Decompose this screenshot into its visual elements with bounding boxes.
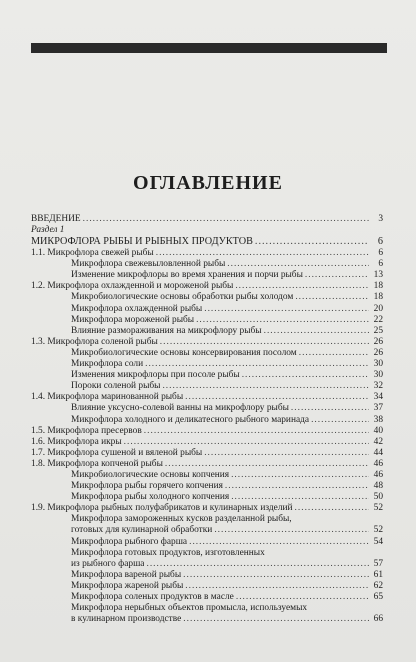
toc-page-number: 18 <box>373 281 383 292</box>
toc-entry-title: 1.9. Микрофлора рыбных полуфабрикатов и кулинарных изделий <box>31 503 293 514</box>
toc-page-number: 40 <box>373 425 383 436</box>
toc-entry-title: Влияние размораживания на микрофлору рыбы <box>71 325 262 336</box>
toc-entry-title: Микрофлора охлажденной рыбы <box>71 303 203 314</box>
toc-entry-title: из рыбного фарша <box>71 558 145 569</box>
leader-dots <box>295 292 369 303</box>
toc-entry[interactable] <box>31 492 383 503</box>
toc-entry-title: Микрофлора мороженой рыбы <box>71 314 195 325</box>
toc-page-number: 6 <box>378 259 383 270</box>
leader-dots <box>225 481 369 492</box>
leader-dots <box>255 236 369 248</box>
leader-dots <box>160 337 369 348</box>
leader-dots <box>162 381 369 392</box>
leader-dots <box>124 437 369 448</box>
toc-entry-title: Микрофлора вареной рыбы <box>71 569 182 580</box>
toc-entry-title: 1.6. Микрофлора икры <box>31 436 122 447</box>
toc-page-number: 42 <box>373 436 383 447</box>
toc-entry-title: 1.5. Микрофлора пресервов <box>31 425 142 436</box>
toc-entry[interactable] <box>31 525 383 536</box>
leader-dots <box>185 581 369 592</box>
toc-page-number: 61 <box>373 569 383 580</box>
toc-entry-title: ВВЕДЕНИЕ <box>31 214 81 224</box>
toc-entry[interactable] <box>31 315 383 326</box>
leader-dots <box>295 503 369 514</box>
toc-entry[interactable] <box>31 381 383 392</box>
leader-dots <box>291 403 369 414</box>
leader-dots <box>156 248 369 259</box>
toc-entry-title: Микробиологические основы обработки рыбы холодом <box>71 292 294 303</box>
leader-dots <box>165 459 369 470</box>
toc-page-number: 37 <box>373 403 383 414</box>
toc-entry-title: Пороки соленой рыбы <box>71 381 161 392</box>
toc-entry-title: в кулинарном производстве <box>71 614 182 625</box>
toc-entry[interactable] <box>31 337 383 348</box>
toc-page-number: 54 <box>373 536 383 547</box>
toc-entry[interactable] <box>31 415 383 426</box>
leader-dots <box>236 592 369 603</box>
toc-entry[interactable] <box>31 359 383 370</box>
toc-entry[interactable] <box>31 403 383 414</box>
toc-page-number: 34 <box>373 392 383 403</box>
toc-entry[interactable] <box>31 281 383 292</box>
toc-entry[interactable] <box>31 548 383 559</box>
toc-entry[interactable] <box>31 426 383 437</box>
leader-dots <box>146 559 369 570</box>
toc-entry-title: 1.3. Микрофлора соленой рыбы <box>31 336 158 347</box>
toc-entry-title: Микробиологические основы копчения <box>71 469 230 480</box>
toc-entry-title: 1.4. Микрофлора маринованной рыбы <box>31 392 184 403</box>
toc-entry[interactable] <box>31 270 383 281</box>
toc-page-number: 30 <box>373 359 383 370</box>
leader-dots <box>311 415 369 426</box>
toc-page-number: 66 <box>373 614 383 625</box>
toc-entry-title: Микрофлора рыбы холодного копчения <box>71 492 230 503</box>
leader-dots <box>204 448 369 459</box>
toc-entry[interactable] <box>31 603 383 614</box>
toc-entry[interactable] <box>31 437 383 448</box>
toc-entry-title: Микробиологические основы консервирования посолом <box>71 347 297 358</box>
toc-page-number: 25 <box>373 325 383 336</box>
toc-page-number: 6 <box>377 236 383 248</box>
toc-page-number: 62 <box>373 580 383 591</box>
leader-dots <box>183 614 369 625</box>
toc-entry[interactable] <box>31 537 383 548</box>
toc-entry-title: Микрофлора замороженных кусков разделанной рыбы, <box>71 514 292 525</box>
toc-page-number: 30 <box>373 370 383 381</box>
toc-page-number: 22 <box>373 314 383 325</box>
toc-page-number: 6 <box>378 248 383 259</box>
toc-page-number: 38 <box>373 414 383 425</box>
toc-entry-title: Микрофлора холодного и деликатесного рыбного маринада <box>71 414 310 425</box>
toc-entry-title: 1.7. Микрофлора сушеной и вяленой рыбы <box>31 447 203 458</box>
toc-entry-title: 1.8. Микрофлора копченой рыбы <box>31 458 163 469</box>
toc-page-number: 44 <box>373 447 383 458</box>
leader-dots <box>305 270 369 281</box>
table-of-contents <box>31 214 383 625</box>
toc-entry-title: Изменение микрофлоры во время хранения и порчи рыбы <box>71 270 303 281</box>
toc-page-number: 26 <box>373 347 383 358</box>
leader-dots <box>242 370 369 381</box>
toc-entry-title: 1.1. Микрофлора свежей рыбы <box>31 248 154 259</box>
toc-entry[interactable] <box>31 348 383 359</box>
section-label: Раздел 1 <box>31 225 65 236</box>
page-title: ОГЛАВЛЕНИЕ <box>133 172 283 194</box>
leader-dots <box>264 326 369 337</box>
toc-page-number: 57 <box>373 558 383 569</box>
toc-entry[interactable] <box>31 481 383 492</box>
header-bar <box>31 43 387 53</box>
toc-entry[interactable] <box>31 592 383 603</box>
leader-dots <box>231 470 369 481</box>
toc-entry-title: Микрофлора соленых продуктов в масле <box>71 592 234 602</box>
toc-entry[interactable] <box>31 470 383 481</box>
toc-page-number: 46 <box>373 458 383 469</box>
leader-dots <box>204 304 369 315</box>
toc-entry[interactable] <box>31 259 383 270</box>
toc-entry[interactable] <box>31 326 383 337</box>
toc-entry-title: МИКРОФЛОРА РЫБЫ И РЫБНЫХ ПРОДУКТОВ <box>31 236 253 248</box>
toc-page-number: 46 <box>373 469 383 480</box>
toc-entry-title: Микрофлора готовых продуктов, изготовленных <box>71 547 265 558</box>
leader-dots <box>189 537 369 548</box>
toc-page-number: 65 <box>373 592 383 602</box>
toc-entry[interactable] <box>31 459 383 470</box>
toc-entry[interactable] <box>31 570 383 581</box>
toc-entry[interactable] <box>31 614 383 625</box>
toc-entry[interactable] <box>31 236 383 248</box>
leader-dots <box>299 348 369 359</box>
toc-entry-title: готовых для кулинарной обработки <box>71 525 213 536</box>
toc-page-number: 26 <box>373 336 383 347</box>
toc-entry-title: 1.2. Микрофлора охлажденной и мороженой рыбы <box>31 281 234 292</box>
leader-dots <box>145 359 369 370</box>
toc-entry-title: Микрофлора жареной рыбы <box>71 580 184 591</box>
toc-page-number: 50 <box>373 492 383 503</box>
toc-entry[interactable] <box>31 304 383 315</box>
toc-page-number: 13 <box>373 270 383 281</box>
toc-entry[interactable] <box>31 292 383 303</box>
toc-entry-title: Микрофлора рыбы горячего копчения <box>71 481 223 492</box>
toc-page-number: 20 <box>373 303 383 314</box>
toc-entry-title: Микрофлора соли <box>71 359 144 370</box>
toc-entry-title: Изменения микрофлоры при посоле рыбы <box>71 370 240 381</box>
toc-entry[interactable] <box>31 559 383 570</box>
leader-dots <box>227 259 369 270</box>
toc-entry[interactable] <box>31 514 383 525</box>
toc-page-number: 18 <box>373 292 383 303</box>
toc-entry-title: Микрофлора рыбного фарша <box>71 536 188 547</box>
leader-dots <box>196 315 369 326</box>
toc-entry[interactable] <box>31 448 383 459</box>
toc-entry[interactable] <box>31 581 383 592</box>
leader-dots <box>214 525 369 536</box>
toc-page-number: 32 <box>373 381 383 392</box>
toc-entry[interactable] <box>31 370 383 381</box>
toc-page-number: 48 <box>373 481 383 492</box>
toc-entry[interactable] <box>31 248 383 259</box>
toc-entry-title: Микрофлора нерыбных объектов промысла, используемых <box>71 603 308 614</box>
leader-dots <box>185 392 369 403</box>
toc-entry[interactable] <box>31 214 383 225</box>
toc-entry-title: Влияние уксусно-солевой ванны на микрофлору рыбы <box>71 403 289 414</box>
toc-entry-title: Микрофлора свежевыловленной рыбы <box>71 259 226 270</box>
toc-page-number: 52 <box>373 525 383 536</box>
leader-dots <box>83 214 369 225</box>
leader-dots <box>144 426 369 437</box>
toc-entry[interactable] <box>31 392 383 403</box>
leader-dots <box>235 281 369 292</box>
toc-page-number: 3 <box>378 214 383 224</box>
toc-page-number: 52 <box>373 503 383 514</box>
leader-dots <box>183 570 369 581</box>
leader-dots <box>231 492 369 503</box>
toc-entry[interactable] <box>31 503 383 514</box>
